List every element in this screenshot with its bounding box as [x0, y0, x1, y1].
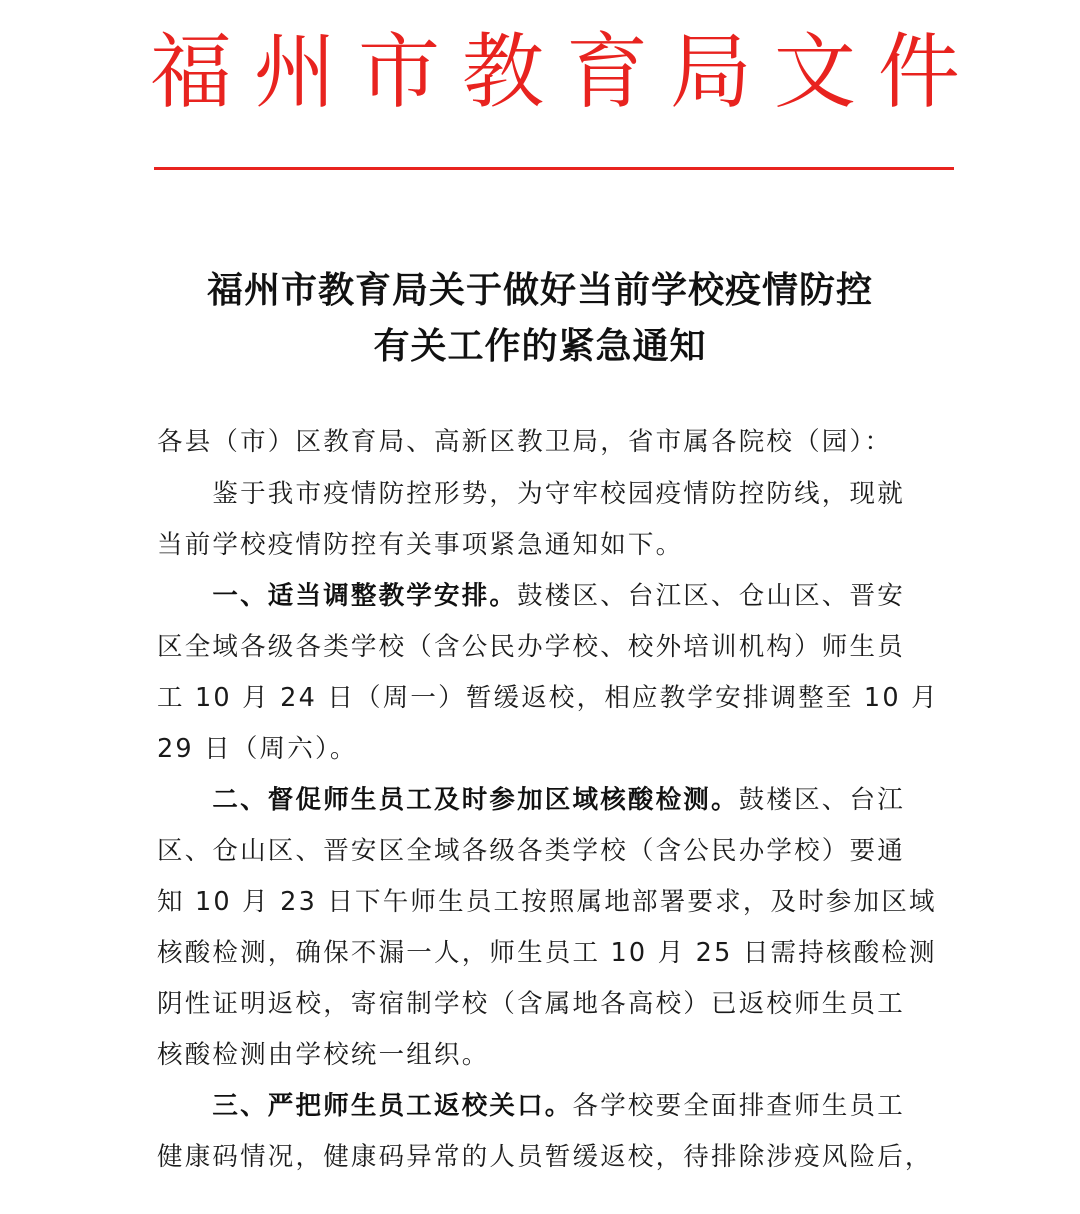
red-divider-line — [154, 167, 954, 170]
section-2-line: 核酸检测由学校统一组织。 — [157, 1040, 490, 1070]
intro-line: 鉴于我市疫情防控形势，为守牢校园疫情防控防线，现就 — [157, 479, 905, 509]
section-2-line: 核酸检测，确保不漏一人，师生员工 10 月 25 日需持核酸检测 — [157, 938, 937, 968]
masthead-char: 教 — [461, 25, 544, 120]
masthead-char: 州 — [253, 25, 336, 120]
masthead-char: 局 — [669, 25, 752, 120]
section-3-line: 健康码情况，健康码异常的人员暂缓返校，待排除涉疫风险后， — [157, 1142, 933, 1172]
section-1-heading: 一、适当调整教学安排。 — [157, 581, 518, 611]
salutation: 各县（市）区教育局、高新区教卫局，省市属各院校（园）： — [157, 427, 893, 457]
section-2-text: 鼓楼区、台江 — [738, 785, 905, 815]
section-3-text: 各学校要全面排查师生员工 — [572, 1091, 905, 1121]
section-2-heading: 二、督促师生员工及时参加区域核酸检测。 — [157, 785, 739, 815]
section-1-first-line — [157, 576, 942, 612]
masthead — [150, 18, 960, 128]
masthead-char: 福 — [150, 25, 233, 120]
section-3-heading: 三、严把师生员工返校关口。 — [157, 1091, 573, 1121]
section-2-line: 知 10 月 23 日下午师生员工按照属地部署要求，及时参加区域 — [157, 887, 937, 917]
document-title-line-1: 福州市教育局关于做好当前学校疫情防控 — [206, 270, 873, 311]
masthead-char: 育 — [565, 25, 648, 120]
section-1-text: 鼓楼区、台江区、仓山区、晋安 — [517, 581, 905, 611]
masthead-char: 文 — [773, 25, 856, 120]
section-3-first-line — [157, 1086, 942, 1122]
section-1-line: 29 日（周六）。 — [157, 734, 358, 764]
section-2-line: 区、仓山区、晋安区全域各级各类学校（含公民办学校）要通 — [157, 836, 905, 866]
document-title-line-2: 有关工作的紧急通知 — [373, 326, 707, 367]
section-2-first-line — [157, 780, 942, 816]
section-1-line: 工 10 月 24 日（周一）暂缓返校，相应教学安排调整至 10 月 — [157, 683, 939, 713]
section-1-line: 区全域各级各类学校（含公民办学校、校外培训机构）师生员 — [157, 632, 905, 662]
masthead-char: 件 — [877, 25, 960, 120]
masthead-char: 市 — [357, 25, 440, 120]
intro-line: 当前学校疫情防控有关事项紧急通知如下。 — [157, 530, 684, 560]
section-2-line: 阴性证明返校，寄宿制学校（含属地各高校）已返校师生员工 — [157, 989, 905, 1019]
